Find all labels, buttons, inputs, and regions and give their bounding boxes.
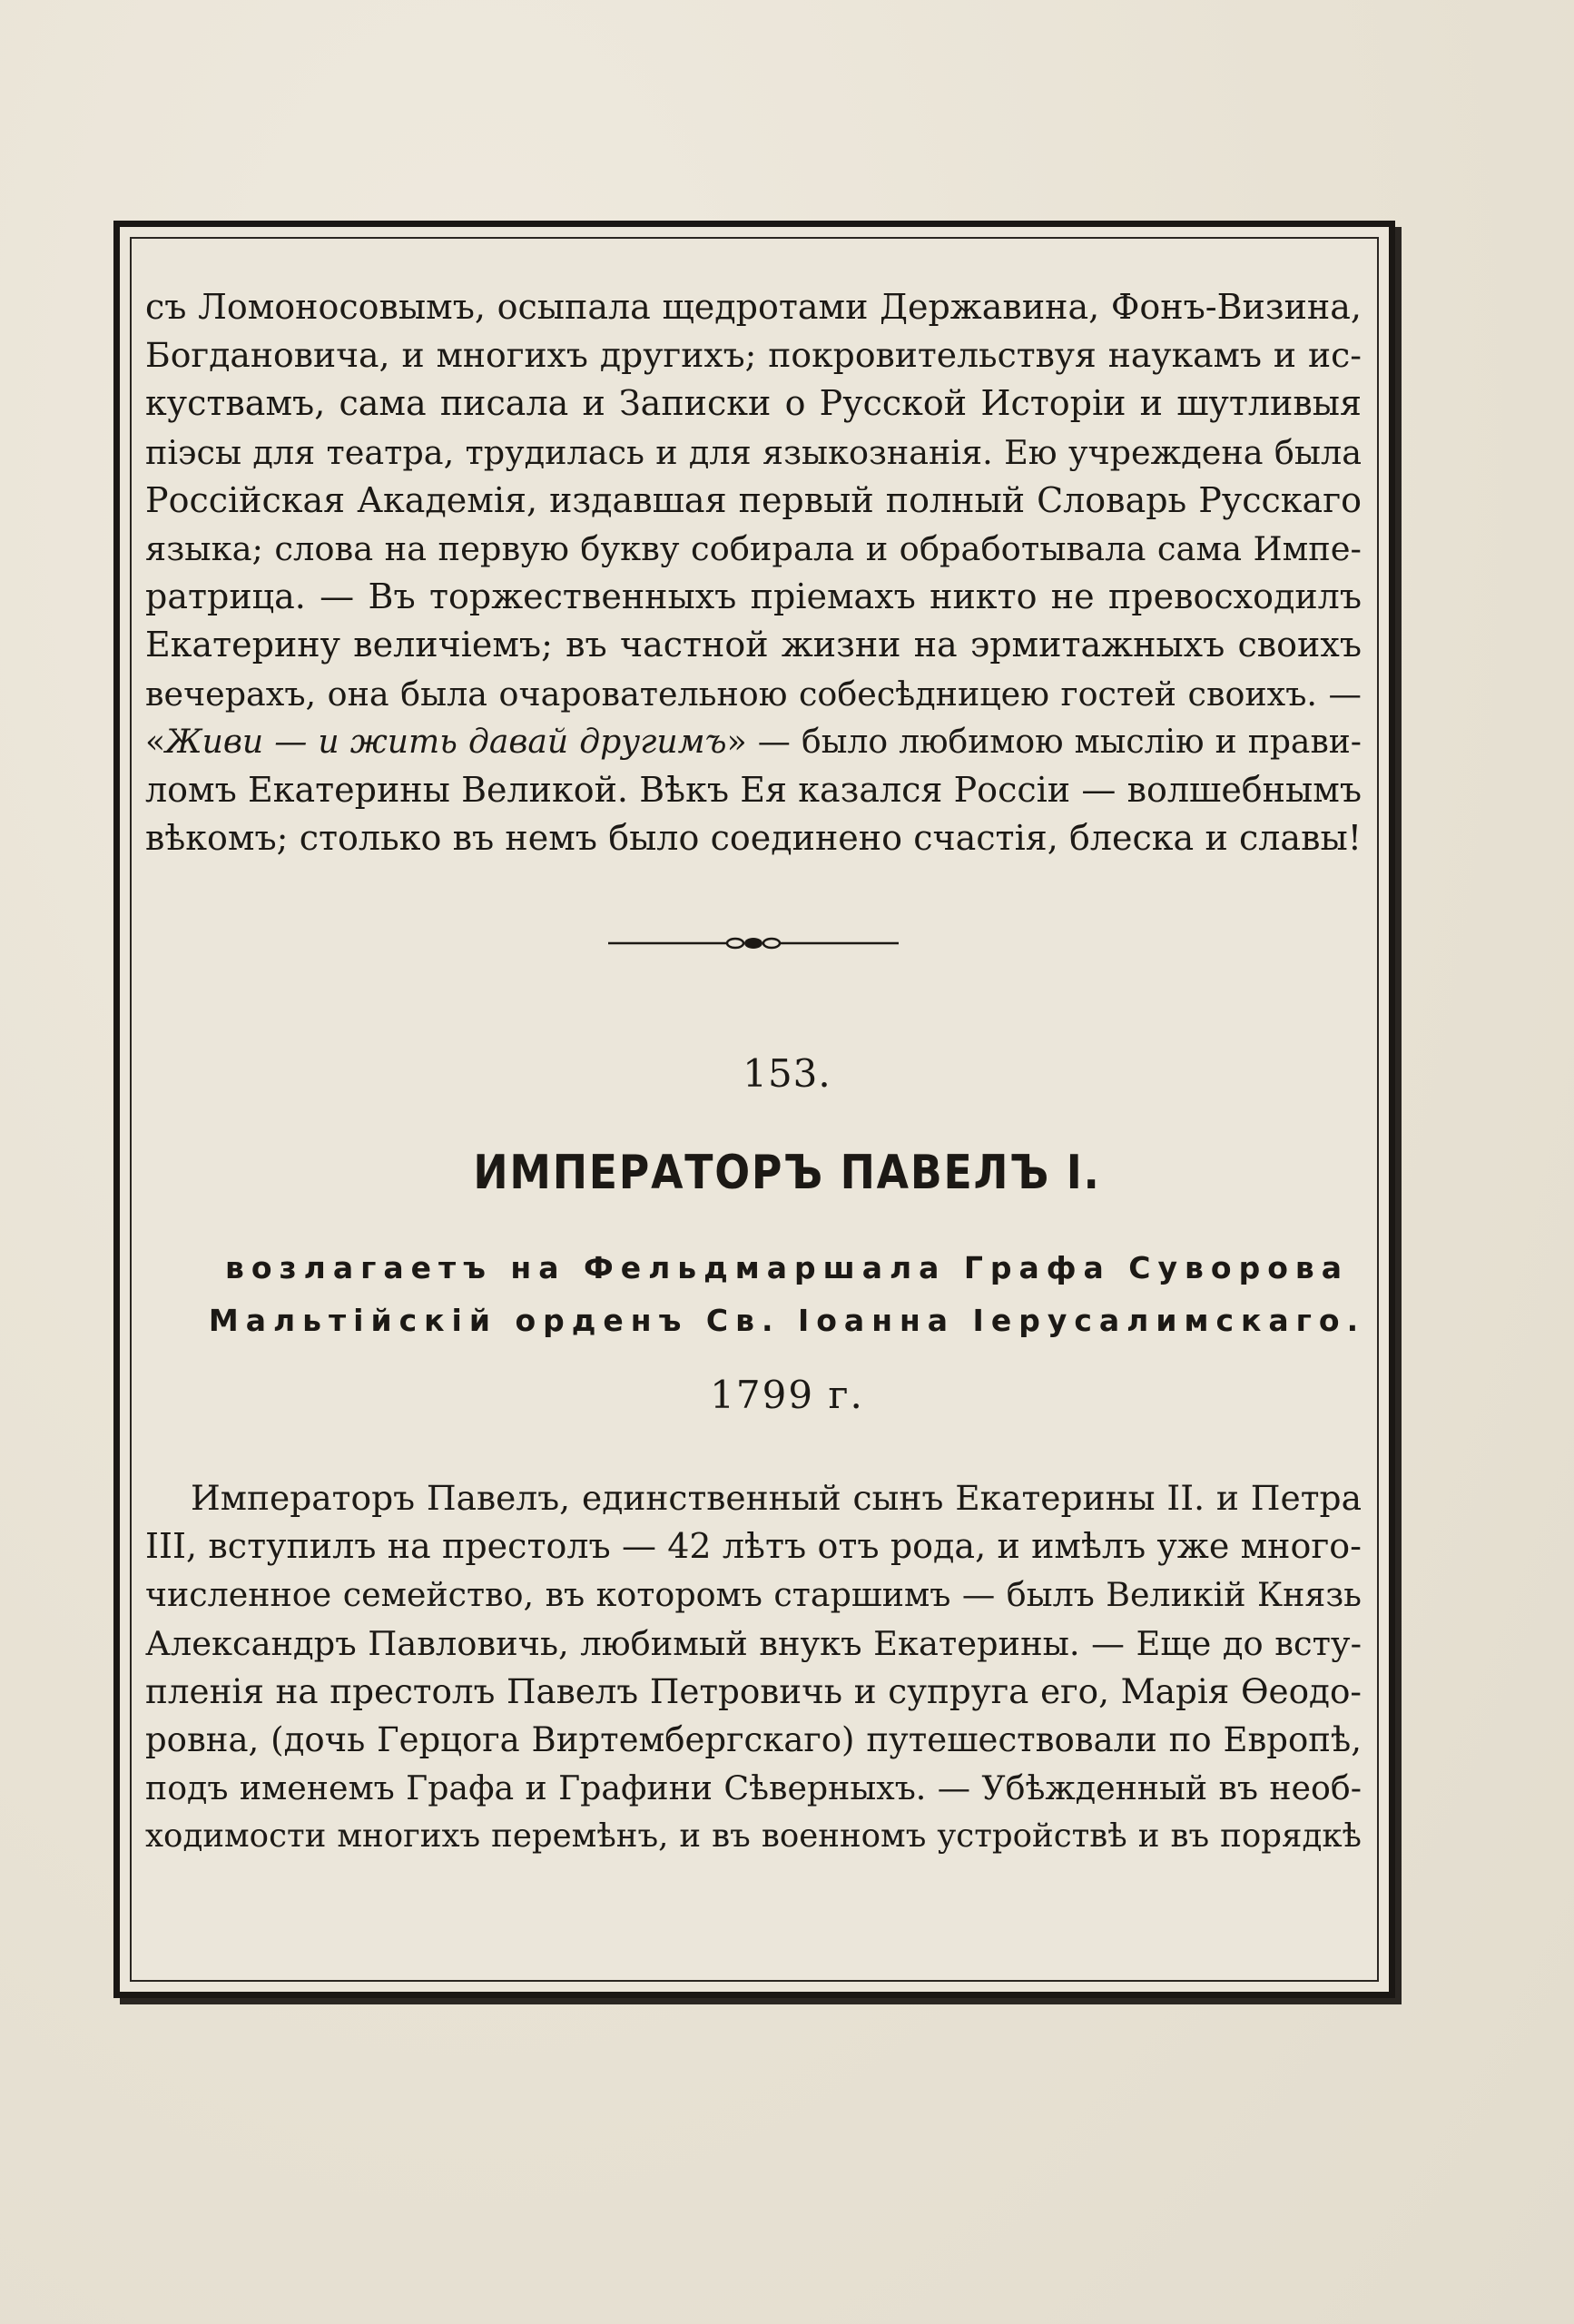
text-line: III, вступилъ на престолъ — 42 лѣтъ отъ рода, и имѣлъ уже много- xyxy=(145,1526,1362,1567)
text-line: Богдановича, и многихъ другихъ; покровительствуя наукамъ и ис- xyxy=(145,335,1362,376)
text-line: ломъ Екатерины Великой. Вѣкъ Ея казался Россіи — волшебнымъ xyxy=(145,770,1362,811)
text-line: пленія на престолъ Павелъ Петровичь и супруга его, Марія Өеодо- xyxy=(145,1670,1362,1711)
text-line: вѣкомъ; столько въ немъ было соединено счастія, блеска и славы! xyxy=(145,818,1362,859)
bottom-paragraph xyxy=(145,1474,1362,1861)
text-line: подъ именемъ Графа и Графини Сѣверныхъ. — Убѣжденный въ необ- xyxy=(145,1768,1362,1808)
motto-quote: Живи — и жить давай другимъ xyxy=(165,722,727,761)
text-line: численное семейство, въ которомъ старшимъ — былъ Великій Князь xyxy=(145,1575,1362,1615)
text-line: куствамъ, сама писала и Записки о Русской Исторіи и шутливыя xyxy=(145,383,1362,424)
text-line: ходимости многихъ перемѣнъ, и въ военномъ устройствѣ и въ порядкѣ xyxy=(145,1817,1362,1856)
text-line: піэсы для театра, трудилась и для языкознанія. Ею учреждена была xyxy=(145,432,1362,472)
quote-line-rest: — было любимою мыслію и прави- xyxy=(746,722,1362,761)
text-line: Александръ Павловичь, любимый внукъ Екатерины. — Еще до всту- xyxy=(145,1623,1362,1663)
text-line: ровна, (дочь Герцога Виртембергскаго) путешествовали по Европѣ, xyxy=(145,1720,1362,1760)
section-year: 1799 г. xyxy=(710,1373,864,1417)
text-line: съ Ломоносовымъ, осыпала щедротами Державина, Фонъ-Визина, xyxy=(145,287,1362,327)
ornament-divider xyxy=(608,932,899,954)
section-subtitle-line1: возлагаетъ на Фельдмаршала Графа Суворова xyxy=(224,1250,1350,1285)
section-number: 153. xyxy=(743,1051,831,1096)
text-line: ратрица. — Въ торжественныхъ пріемахъ никто не превосходилъ xyxy=(145,576,1362,617)
section-subtitle-line2: Мальтійскій орденъ Св. Іоанна Іерусалимскаго. xyxy=(208,1303,1366,1338)
quote-line xyxy=(145,718,1362,766)
close-quote: » xyxy=(726,722,747,761)
text-line: Россійская Академія, издавшая первый полный Словарь Русскаго xyxy=(145,479,1362,520)
text-line: вечерахъ, она была очаровательною собесѣдницею гостей своихъ. — xyxy=(145,674,1362,714)
section-title: ИМПЕРАТОРЪ ПАВЕЛЪ I. xyxy=(473,1146,1101,1200)
text-line: Екатерину величіемъ; въ частной жизни на эрмитажныхъ своихъ xyxy=(145,625,1362,665)
text-line: Императоръ Павелъ, единственный сынъ Екатерины II. и Петра xyxy=(191,1478,1362,1518)
top-paragraph xyxy=(145,283,1362,862)
text-line: языка; слова на первую букву собирала и обработывала сама Импе- xyxy=(145,529,1362,569)
open-quote: « xyxy=(145,722,166,761)
